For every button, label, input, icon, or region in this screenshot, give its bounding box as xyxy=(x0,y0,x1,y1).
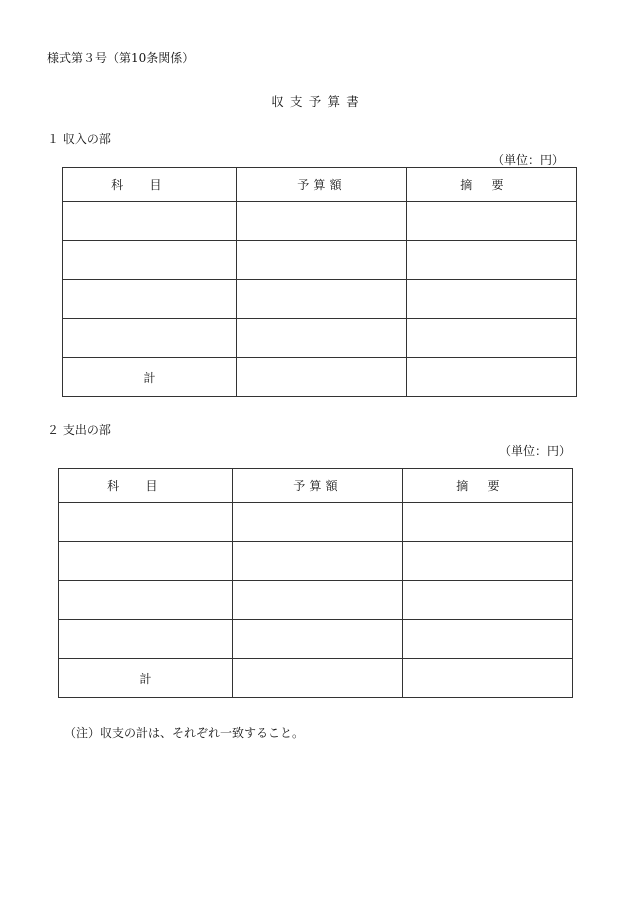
table-row xyxy=(63,202,577,241)
table-row xyxy=(63,319,577,358)
total-row xyxy=(59,659,573,698)
amount-cell[interactable] xyxy=(237,241,407,280)
summary-cell[interactable] xyxy=(407,241,577,280)
income-unit-label: （単位：円） xyxy=(491,153,564,167)
table-row xyxy=(59,542,573,581)
table-row xyxy=(59,581,573,620)
document-title: 収支予算書 xyxy=(271,94,365,109)
item-cell[interactable] xyxy=(63,241,237,280)
item-cell[interactable] xyxy=(59,503,233,542)
total-row xyxy=(63,358,577,397)
footnote: （注）収支の計は、それぞれ一致すること。 xyxy=(64,726,305,740)
summary-cell[interactable] xyxy=(403,503,573,542)
table-header-row xyxy=(59,469,573,503)
total-amount-cell[interactable] xyxy=(237,358,407,397)
total-summary-cell[interactable] xyxy=(403,659,573,698)
amount-cell[interactable] xyxy=(237,280,407,319)
income-section-heading: １ 収入の部 xyxy=(47,132,111,146)
form-number: 様式第３号（第10条関係） xyxy=(47,51,195,65)
item-cell[interactable] xyxy=(59,620,233,659)
column-header-summary: 摘要 xyxy=(407,168,577,202)
amount-cell[interactable] xyxy=(233,620,403,659)
column-header-summary: 摘要 xyxy=(403,469,573,503)
expense-unit-label: （単位：円） xyxy=(498,444,571,458)
summary-cell[interactable] xyxy=(403,542,573,581)
item-cell[interactable] xyxy=(63,280,237,319)
item-cell[interactable] xyxy=(63,202,237,241)
item-cell[interactable] xyxy=(59,542,233,581)
amount-cell[interactable] xyxy=(233,581,403,620)
item-cell[interactable] xyxy=(63,319,237,358)
summary-cell[interactable] xyxy=(407,202,577,241)
summary-cell[interactable] xyxy=(403,620,573,659)
table-row xyxy=(63,241,577,280)
total-label: 計 xyxy=(59,659,233,698)
column-header-amount: 予算額 xyxy=(237,168,407,202)
amount-cell[interactable] xyxy=(233,542,403,581)
column-header-item: 科目 xyxy=(63,168,237,202)
income-table xyxy=(62,167,577,397)
item-cell[interactable] xyxy=(59,581,233,620)
expense-section-heading: ２ 支出の部 xyxy=(47,423,111,437)
table-header-row xyxy=(63,168,577,202)
amount-cell[interactable] xyxy=(237,202,407,241)
total-label: 計 xyxy=(63,358,237,397)
summary-cell[interactable] xyxy=(407,319,577,358)
expense-table xyxy=(58,468,573,698)
summary-cell[interactable] xyxy=(407,280,577,319)
summary-cell[interactable] xyxy=(403,581,573,620)
total-summary-cell[interactable] xyxy=(407,358,577,397)
column-header-item: 科目 xyxy=(59,469,233,503)
table-row xyxy=(59,503,573,542)
table-row xyxy=(59,620,573,659)
amount-cell[interactable] xyxy=(237,319,407,358)
total-amount-cell[interactable] xyxy=(233,659,403,698)
amount-cell[interactable] xyxy=(233,503,403,542)
table-row xyxy=(63,280,577,319)
column-header-amount: 予算額 xyxy=(233,469,403,503)
